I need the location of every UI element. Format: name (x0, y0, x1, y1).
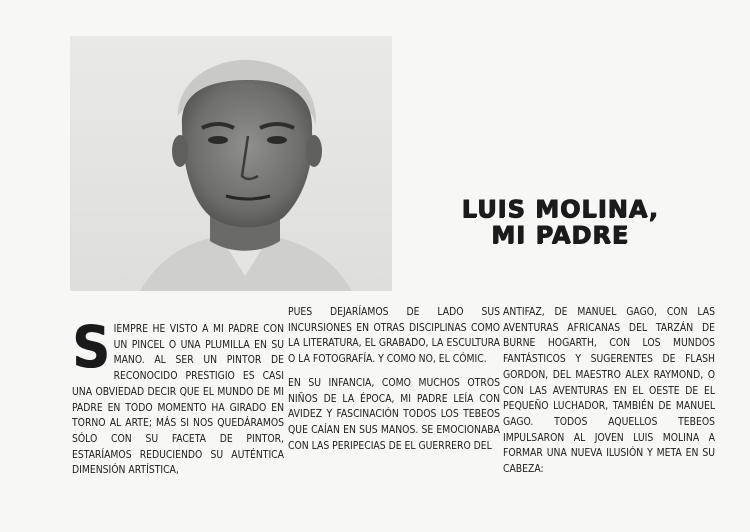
text-column-1 (72, 313, 284, 479)
paragraph-2: PUES DEJARÍAMOS DE LADO SUS INCURSIONES EN OTRAS DISCIPLINAS COMO LA LITERATURA, EL GRABADO, LA ESCULTURA O LA FOTOGRAFÍA. Y COMO NO, EL CÓMIC. (288, 306, 500, 366)
paragraph-1-text: IEMPRE HE VISTO A MI PADRE CON UN PINCEL O UNA PLUMILLA EN SU MANO. AL SER UN PINTOR DE RECONOCIDO PRESTIGIO ES CASI UNA OBVIEDAD DECIR QUE EL MUNDO DE MI PADRE EN TODO MOMENTO HA GIRADO EN TORNO AL ARTE; MÁS SI NOS QUEDÁRAMOS SÓLO CON SU FACETA DE PINTOR, ESTARÍAMOS REDUCIENDO SU AUTÉNTICA DIMENSIÓN ARTÍSTICA, (72, 323, 284, 477)
title-line-2: MI PADRE (491, 221, 629, 249)
article-title (440, 196, 680, 248)
text-column-3 (503, 305, 715, 478)
paragraph-1 (72, 313, 284, 479)
drop-cap: S (72, 313, 110, 381)
portrait-illustration (70, 36, 392, 291)
title-line-1: LUIS MOLINA, (461, 195, 659, 223)
paragraph-4: ANTIFAZ, DE MANUEL GAGO, CON LAS AVENTURAS AFRICANAS DEL TARZÁN DE BURNE HOGARTH, CON LOS MUNDOS FANTÁSTICOS Y SUGERENTES DE FLASH GORDON, DEL MAESTRO ALEX RAYMOND, O CON LAS AVENTURAS EN EL OESTE DE EL PEQUEÑO LUCHADOR, TAMBIÉN DE MANUEL GAGO. TODOS AQUELLOS TEBEOS IMPULSARON AL JOVEN LUIS MOLINA A FORMAR UNA NUEVA ILUSIÓN Y META EN SU CABEZA: (503, 306, 715, 476)
paragraph-3: EN SU INFANCIA, COMO MUCHOS OTROS NIÑOS DE LA ÉPOCA, MI PADRE LEÍA CON AVIDEZ Y FASCINACIÓN TODOS LOS TEBEOS QUE CAÍAN EN SUS MANOS. SE EMOCIONABA CON LAS PERIPECIAS DE EL GUERRERO DEL (288, 376, 500, 452)
text-column-2 (288, 305, 500, 454)
portrait-photo (70, 36, 392, 291)
